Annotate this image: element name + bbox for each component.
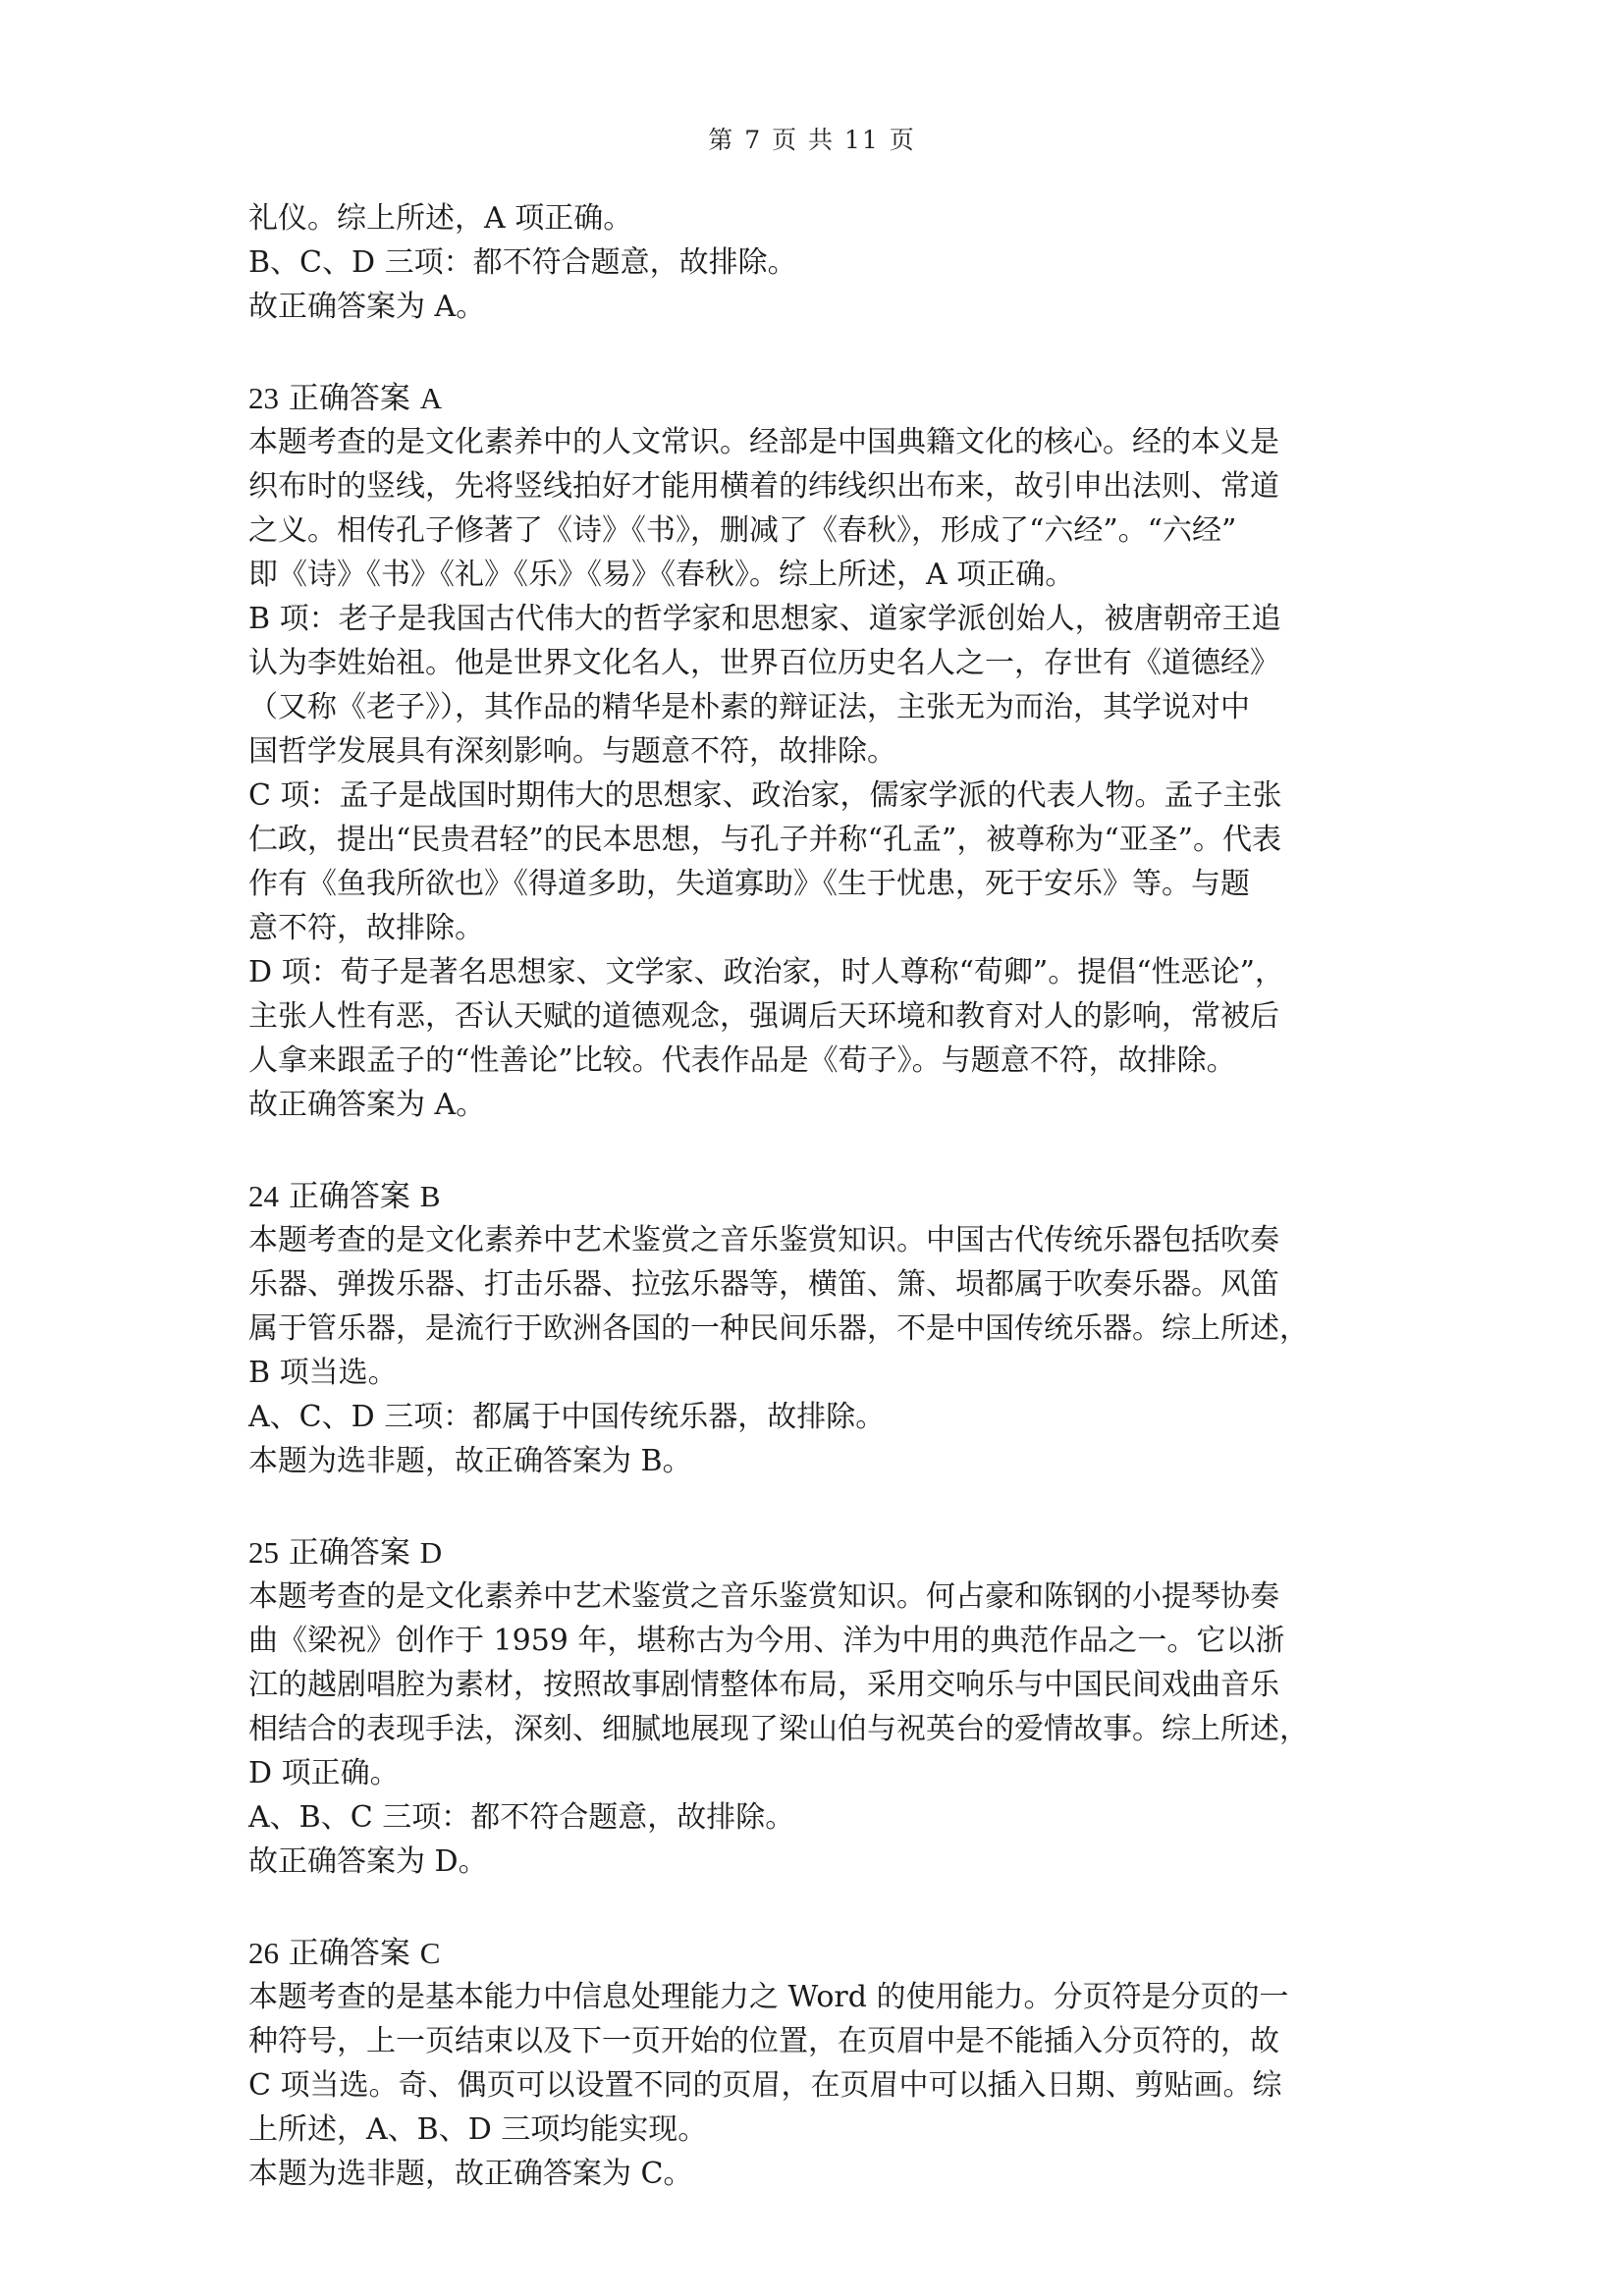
intro-section (248, 196, 1389, 329)
explanation-line: 本题为选非题，故正确答案为 B。 (248, 1444, 692, 1478)
explanation-line: A、C、D 三项：都属于中国传统乐器，故排除。 (248, 1400, 886, 1434)
section-gap (248, 1884, 1389, 1931)
explanation-line: 相结合的表现手法，深刻、细腻地展现了梁山伯与祝英台的爱情故事。综上所述， (248, 1712, 1309, 1746)
answer-label: 正确答案 (288, 1936, 410, 1971)
explanation-line: 之义。相传孔子修著了《诗》《书》，删减了《春秋》，形成了“六经”。“六经” (248, 513, 1237, 548)
explanation-line: 仁政，提出“民贵君轻”的民本思想，与孔子并称“孔孟”，被尊称为“亚圣”。代表 (248, 823, 1282, 857)
explanation-line: 人拿来跟孟子的“性善论”比较。代表作品是《荀子》。与题意不符，故排除。 (248, 1043, 1236, 1078)
explanation-line: 意不符，故排除。 (248, 911, 484, 945)
intro-line: B、C、D 三项：都不符合题意，故排除。 (248, 245, 797, 280)
section-gap (248, 1483, 1389, 1530)
explanation-line: B 项当选。 (248, 1356, 398, 1390)
page-header: 第 7 页 共 11 页 (708, 126, 916, 154)
explanation-line: 本题考查的是文化素养中艺术鉴赏之音乐鉴赏知识。中国古代传统乐器包括吹奏 (248, 1223, 1279, 1257)
page-content (248, 196, 1389, 2196)
answer-letter: A (419, 381, 443, 415)
question-number: 25 (248, 1535, 279, 1570)
explanation-line: C 项：孟子是战国时期伟大的思想家、政治家，儒家学派的代表人物。孟子主张 (248, 778, 1282, 813)
answer-letter: B (419, 1179, 441, 1213)
explanation-line: 认为李姓始祖。他是世界文化名人，世界百位历史名人之一，存世有《道德经》 (248, 646, 1279, 680)
question-26-section (248, 1931, 1389, 2196)
explanation-line: 故正确答案为 A。 (248, 1088, 486, 1122)
question-25-section (248, 1530, 1389, 1884)
explanation-line: 本题为选非题，故正确答案为 C。 (248, 2157, 693, 2191)
explanation-line: 即《诗》《书》《礼》《乐》《易》《春秋》。综上所述，A 项正确。 (248, 558, 1075, 592)
question-23-section (248, 376, 1389, 1127)
question-24-section (248, 1174, 1389, 1483)
explanation-line: A、B、C 三项：都不符合题意，故排除。 (248, 1800, 795, 1835)
question-number: 23 (248, 381, 279, 415)
explanation-line: 主张人性有恶，否认天赋的道德观念，强调后天环境和教育对人的影响，常被后 (248, 999, 1279, 1034)
explanation-line: 故正确答案为 D。 (248, 1844, 488, 1879)
explanation-line: 本题考查的是基本能力中信息处理能力之 Word 的使用能力。分页符是分页的一 (248, 1980, 1289, 2014)
question-heading (248, 1931, 1389, 1975)
explanation-line: 国哲学发展具有深刻影响。与题意不符，故排除。 (248, 734, 896, 769)
answer-label: 正确答案 (288, 381, 410, 416)
section-gap (248, 329, 1389, 376)
explanation-line: 乐器、弹拨乐器、打击乐器、拉弦乐器等，横笛、箫、埙都属于吹奏乐器。风笛 (248, 1267, 1279, 1302)
explanation-line: 曲《梁祝》创作于 1959 年，堪称古为今用、洋为中用的典范作品之一。它以浙 (248, 1624, 1285, 1658)
answer-letter: C (419, 1936, 441, 1970)
explanation-line: 织布时的竖线，先将竖线拍好才能用横着的纬线织出布来，故引申出法则、常道 (248, 469, 1279, 504)
intro-line: 故正确答案为 A。 (248, 290, 486, 324)
answer-label: 正确答案 (288, 1535, 410, 1571)
explanation-line: 上所述，A、B、D 三项均能实现。 (248, 2112, 708, 2147)
explanation-line: D 项正确。 (248, 1756, 400, 1790)
explanation-line: 江的越剧唱腔为素材，按照故事剧情整体布局，采用交响乐与中国民间戏曲音乐 (248, 1668, 1279, 1702)
explanation-line: D 项：荀子是著名思想家、文学家、政治家，时人尊称“荀卿”。提倡“性恶论”， (248, 955, 1284, 989)
question-number: 24 (248, 1179, 279, 1213)
explanation-line: C 项当选。奇、偶页可以设置不同的页眉，在页眉中可以插入日期、剪贴画。综 (248, 2068, 1282, 2103)
question-heading (248, 376, 1389, 420)
explanation-line: 种符号，上一页结束以及下一页开始的位置，在页眉中是不能插入分页符的，故 (248, 2024, 1279, 2058)
explanation-line: （又称《老子》），其作品的精华是朴素的辩证法，主张无为而治，其学说对中 (248, 690, 1250, 724)
explanation-line: B 项：老子是我国古代伟大的哲学家和思想家、道家学派创始人，被唐朝帝王追 (248, 602, 1281, 636)
explanation-line: 本题考查的是文化素养中的人文常识。经部是中国典籍文化的核心。经的本义是 (248, 425, 1279, 459)
question-number: 26 (248, 1936, 279, 1970)
explanation-line: 本题考查的是文化素养中艺术鉴赏之音乐鉴赏知识。何占豪和陈钢的小提琴协奏 (248, 1579, 1279, 1614)
answer-label: 正确答案 (288, 1179, 410, 1214)
intro-line: 礼仪。综上所述，A 项正确。 (248, 201, 633, 236)
question-heading (248, 1530, 1389, 1575)
question-heading (248, 1174, 1389, 1218)
answer-letter: D (419, 1535, 443, 1570)
explanation-line: 作有《鱼我所欲也》《得道多助，失道寡助》《生于忧患，死于安乐》等。与题 (248, 867, 1250, 901)
section-gap (248, 1127, 1389, 1174)
explanation-line: 属于管乐器，是流行于欧洲各国的一种民间乐器，不是中国传统乐器。综上所述， (248, 1311, 1309, 1346)
